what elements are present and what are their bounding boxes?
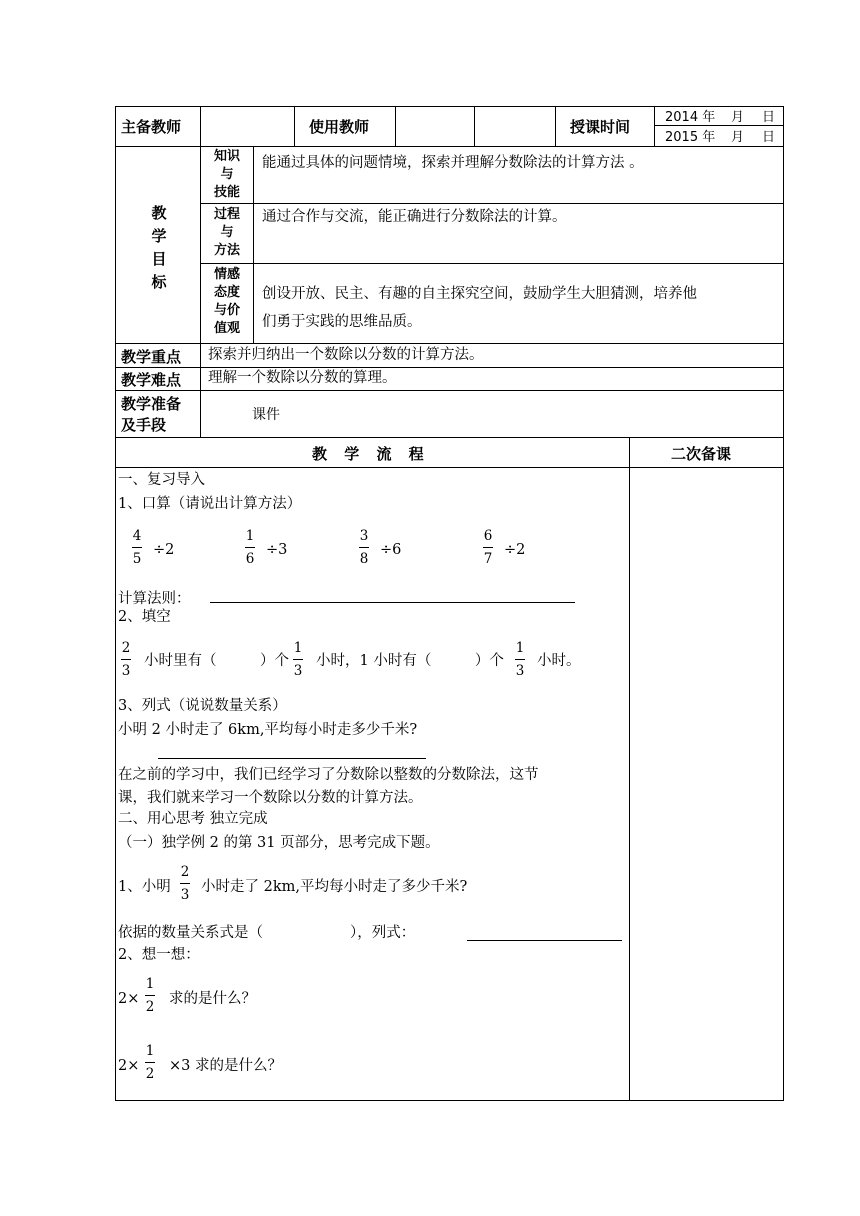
fill-blank-title: 2、填空 [118,609,171,625]
objective-process-text: 通过合作与交流，能正确进行分数除法的计算。 [262,209,567,225]
oral-op-4: ÷2 [504,542,526,558]
flow-title: 教 学 流 程 [312,445,430,463]
oral-op-2: ÷3 [266,542,288,558]
difficulty-text: 理解一个数除以分数的算理。 [208,370,397,386]
date2-year: 2015 年 [665,130,716,145]
fill-fraction-1: 2 3 [121,640,131,679]
objective-knowledge-label: 知识 与 技能 [213,149,240,200]
question-2a-suffix: 求的是什么？ [169,991,256,1007]
problem-1-answer-blank [158,758,426,759]
key-point-text: 探索并归纳出一个数除以分数的计算方法。 [208,347,484,363]
intro-paragraph-1: 在之前的学习中，我们已经学习了分数除以整数的分数除法，这节 [118,767,539,783]
section-2-title: 二、用心思考 独立完成 [118,811,268,827]
main-teacher-label: 主备教师 [121,118,182,136]
using-teacher-label: 使用教师 [309,118,370,136]
oral-fraction-1: 4 5 [132,528,142,567]
date1-month: 月 [731,110,745,125]
objective-emotion-label: 情感 态度 与价 值观 [213,267,240,336]
oral-op-1: ÷2 [153,542,175,558]
question-2b-prefix: 2× [118,1058,140,1074]
rule-blank [210,602,575,603]
fill-text-2: 小时，1 小时有（ ）个 [316,653,504,669]
date1-year: 2014 年 [665,110,716,125]
question-2b-suffix: ×3 求的是什么？ [169,1058,282,1074]
objective-emotion-text-1: 创设开放、民主、有趣的自主探究空间，鼓励学生大胆猜测，培养他 [262,286,697,302]
question-2a-prefix: 2× [118,991,140,1007]
intro-paragraph-2: 课，我们就来学习一个数除以分数的计算方法。 [118,790,423,806]
question-1-fraction: 2 3 [180,864,190,903]
second-prep-title: 二次备课 [671,445,732,463]
oral-fraction-2: 1 6 [245,528,255,567]
objective-emotion-text-2: 们勇于实践的思维品质。 [262,314,422,330]
objective-process-label: 过程 与 方法 [213,207,240,258]
fill-text-3: 小时。 [537,653,581,669]
fill-fraction-3: 1 3 [515,640,525,679]
key-point-label: 教学重点 [121,348,182,366]
question-1-suffix: 小时走了 2km,平均每小时走了多少千米? [201,879,468,895]
prep-label-2: 及手段 [121,416,167,434]
question-2-title: 2、想一想： [118,947,200,963]
oral-op-3: ÷6 [380,542,402,558]
fill-fraction-2: 1 3 [293,640,303,679]
date2-month: 月 [731,130,745,145]
oral-fraction-3: 3 8 [359,528,369,567]
prep-text: 课件 [252,407,280,423]
difficulty-label: 教学难点 [121,371,182,389]
section-2-subtitle: （一）独学例 2 的第 31 页部分，思考完成下题。 [118,835,440,851]
date1-day: 日 [762,110,776,125]
objectives-label: 教 学 目 标 [151,204,167,291]
class-time-label: 授课时间 [570,118,631,136]
section-1-title: 一、复习导入 [118,472,205,488]
date2-day: 日 [762,130,776,145]
question-2a-fraction: 1 2 [145,976,155,1015]
problem-1: 小明 2 小时走了 6km,平均每小时走多少千米? [118,722,418,738]
objective-knowledge-text: 能通过具体的问题情境，探索并理解分数除法的计算方法 。 [262,155,644,171]
oral-calc-title: 1、口算（请说出计算方法） [118,496,302,512]
fill-text-1: 小时里有（ ）个 [144,653,289,669]
prep-label-1: 教学准备 [121,395,182,413]
equation-title: 3、列式（说说数量关系） [118,698,287,714]
question-2b-fraction: 1 2 [145,1043,155,1082]
rule-label: 计算法则： [118,591,191,607]
question-1-answer-blank [467,940,622,941]
question-1-prefix: 1、小明 [118,879,171,895]
oral-fraction-4: 6 7 [483,528,493,567]
question-1-relation: 依据的数量关系式是（ ），列式： [118,925,416,941]
